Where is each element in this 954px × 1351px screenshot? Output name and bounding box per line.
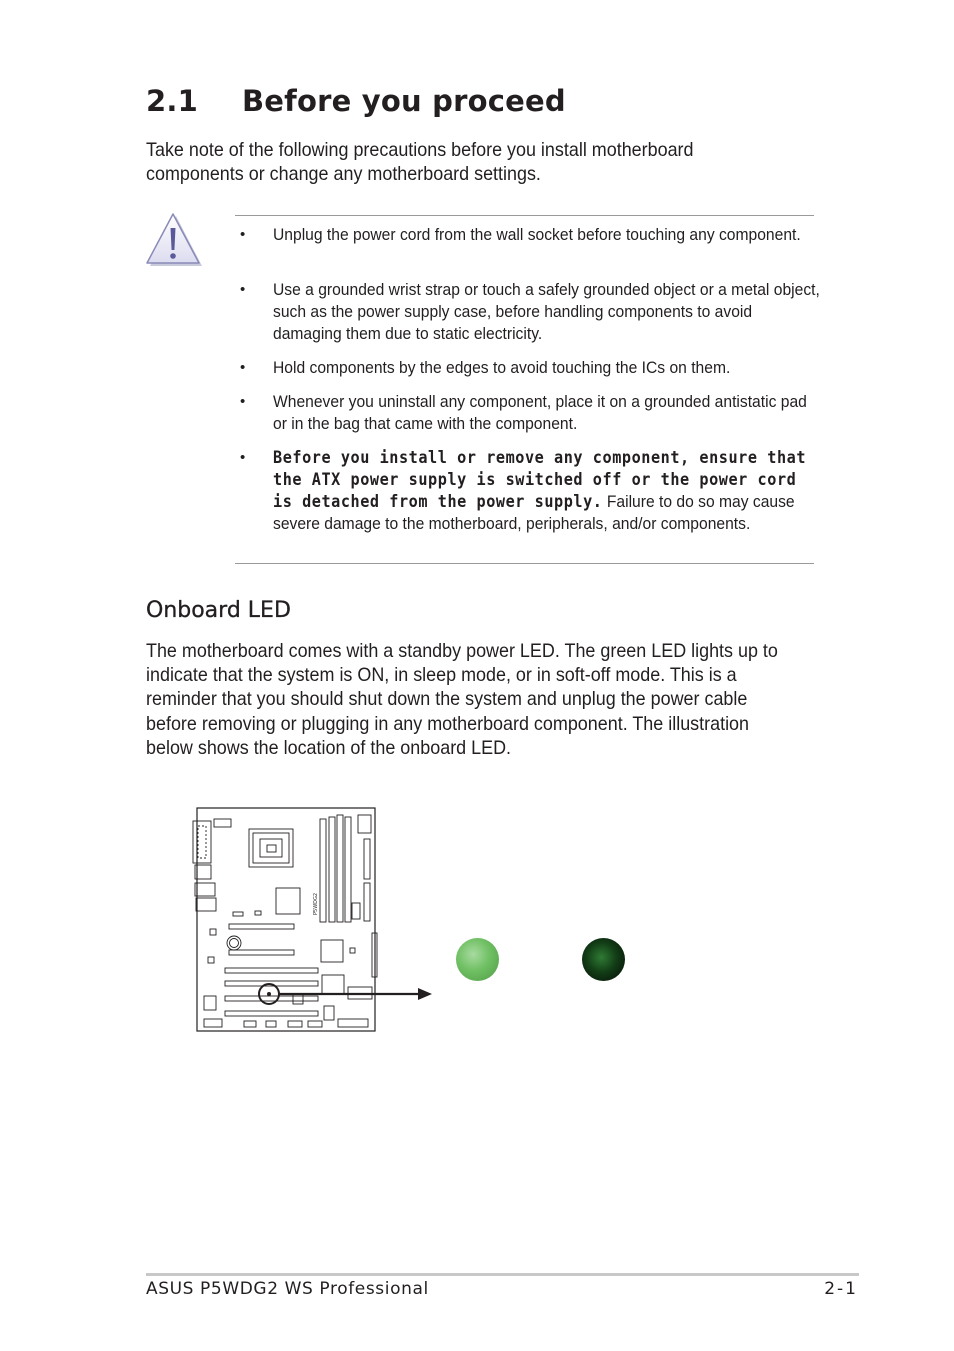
onboard-led-paragraph: The motherboard comes with a standby power LED. The green LED lights up to indicate that the system is ON, in sleep mode, or in soft-off mode. This is a reminder that you should shut down the system and unplug the power cable before removing or plugging in any motherboard component. The illustration below shows the location of the onboard LED.: [146, 640, 778, 759]
caution-regular-text: Failure to do so may cause severe damage to the motherboard, peripherals, and/or components.: [273, 492, 795, 533]
section-number: 2.1: [146, 84, 198, 118]
intro-paragraph: Take note of the following precautions before you install motherboard components or change any motherboard settings.: [146, 139, 694, 185]
bullet: •: [240, 226, 246, 243]
section-title-text: Before you proceed: [242, 84, 566, 118]
bullet: •: [240, 281, 246, 298]
bullet: •: [240, 393, 246, 410]
led-on-indicator: [456, 938, 499, 981]
board-label: P5WDG2: [313, 892, 319, 915]
bullet: •: [240, 359, 246, 376]
caution-box: [235, 215, 820, 564]
caution-text: [273, 447, 825, 535]
footer-rule: [146, 1273, 859, 1276]
caution-text: Whenever you uninstall any component, place it on a grounded antistatic pad or in the bag that came with the component.: [273, 392, 807, 433]
section-title: [146, 84, 566, 118]
caution-text: Hold components by the edges to avoid touching the ICs on them.: [273, 358, 731, 377]
warning-triangle-icon: [144, 212, 204, 270]
caution-bold-text: Before you install or remove any component, ensure that the ATX power supply is switched off or the power cord is detached from the power supply.: [273, 448, 807, 511]
footer-page-number: 2-1: [824, 1279, 858, 1299]
footer-product-name: ASUS P5WDG2 WS Professional: [146, 1279, 429, 1299]
bullet: •: [240, 449, 246, 466]
caution-text: Unplug the power cord from the wall socket before touching any component.: [273, 225, 801, 244]
motherboard-diagram: [188, 805, 438, 1035]
caution-text: Use a grounded wrist strap or touch a safely grounded object or a metal object, such as the power supply case, before handling components to avoid damaging them due to static electricity.: [273, 280, 820, 343]
led-off-indicator: [582, 938, 625, 981]
onboard-led-heading: Onboard LED: [146, 598, 291, 623]
